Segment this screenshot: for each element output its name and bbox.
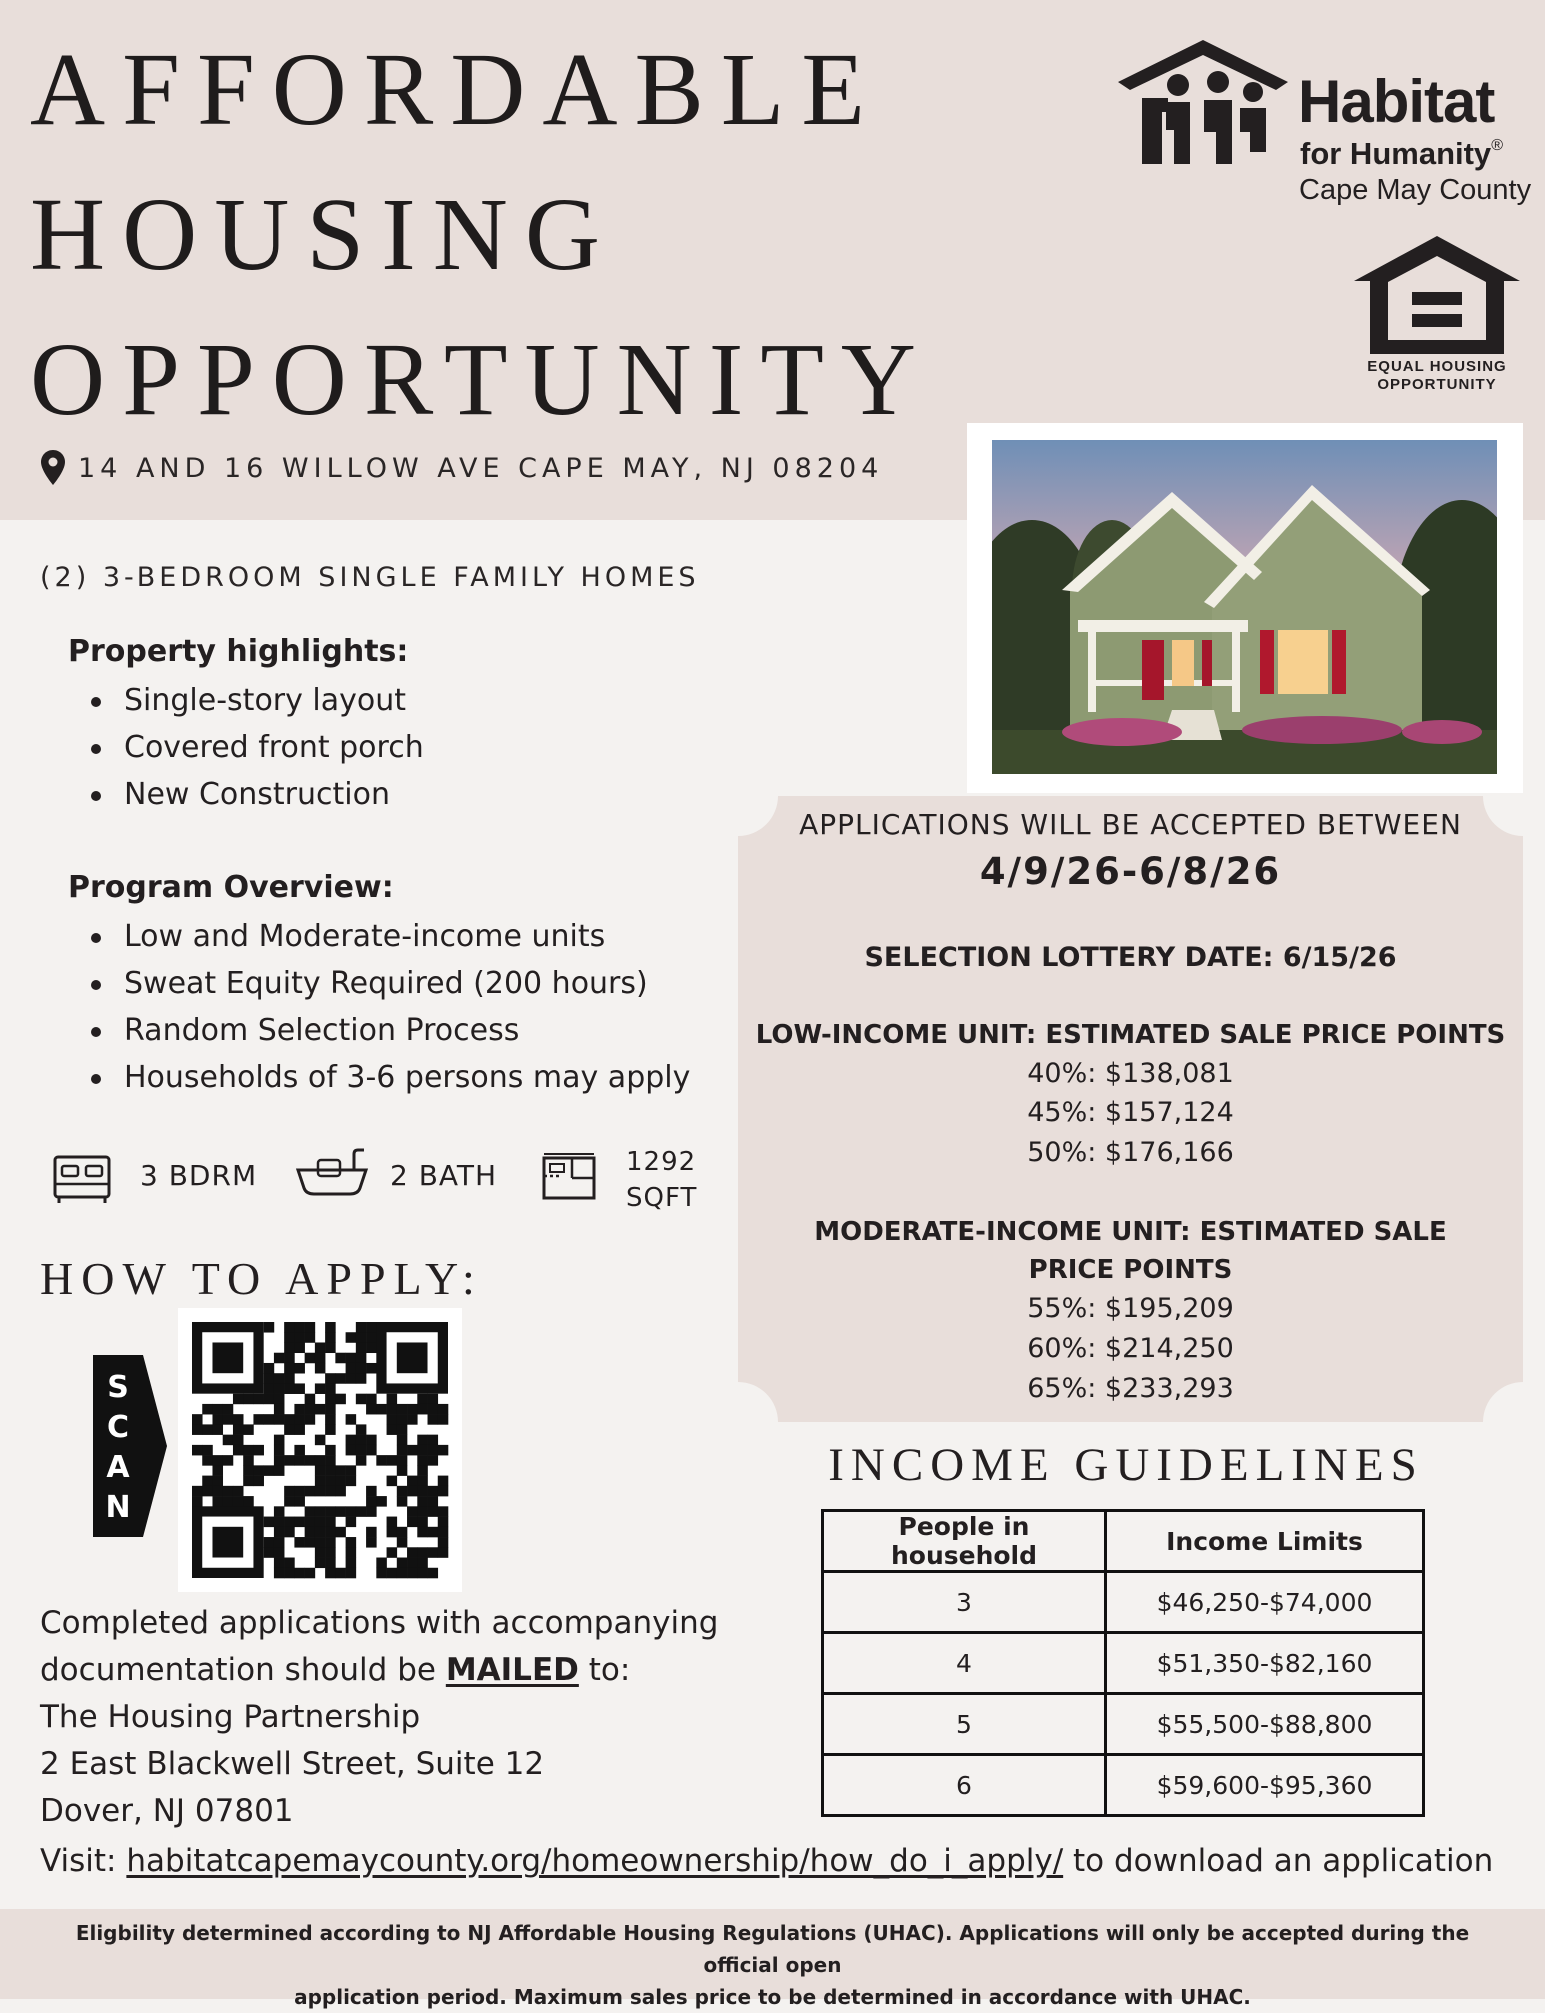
header-income: Income Limits <box>1106 1511 1424 1572</box>
mod-price-3: 65%: $233,293 <box>1027 1373 1234 1404</box>
table-row <box>823 1755 1424 1816</box>
logo-for-humanity-text: for Humanity® <box>1300 136 1503 171</box>
floor-plan-icon <box>542 1152 598 1202</box>
qr-code[interactable] <box>178 1308 462 1592</box>
equal-housing-text: EQUAL HOUSING OPPORTUNITY <box>1367 358 1507 393</box>
list-item: Low and Moderate-income units <box>68 913 690 960</box>
cell-income: $46,250-$74,000 <box>1106 1572 1424 1633</box>
bedrooms-label: 3 BDRM <box>140 1159 258 1192</box>
cell-people: 4 <box>823 1633 1106 1694</box>
low-price-1: 40%: $138,081 <box>1027 1058 1234 1089</box>
mailing-city: Dover, NJ 07801 <box>40 1793 294 1829</box>
income-table <box>821 1509 1425 1817</box>
list-item: Random Selection Process <box>68 1007 690 1054</box>
homes-subheading: (2) 3-BEDROOM SINGLE FAMILY HOMES <box>40 562 700 593</box>
moderate-income-heading-1: MODERATE-INCOME UNIT: ESTIMATED SALE <box>814 1217 1447 1247</box>
table-row <box>823 1633 1424 1694</box>
visit-line: Visit: habitatcapemaycounty.org/homeownership/how_do_i_apply/ to download an application <box>40 1843 1494 1879</box>
scan-label: S C A N <box>105 1370 131 1525</box>
cell-income: $51,350-$82,160 <box>1106 1633 1424 1694</box>
mailing-instructions: Completed applications with accompanying documentation should be MAILED to: The Housing Partnership 2 East Blackwell Street, Suite 12 Dover, NJ 07801 <box>40 1600 718 1835</box>
bed-icon <box>52 1154 112 1204</box>
logo-county-text: Cape May County <box>1299 174 1532 206</box>
low-price-2: 45%: $157,124 <box>1027 1097 1234 1128</box>
program-heading: Program Overview: <box>68 870 394 905</box>
mailing-org: The Housing Partnership <box>40 1699 421 1735</box>
bathtub-icon <box>294 1148 370 1198</box>
list-item: Sweat Equity Required (200 hours) <box>68 960 690 1007</box>
habitat-house-logo-icon <box>1118 40 1288 170</box>
list-item: New Construction <box>68 771 424 818</box>
equal-housing-icon <box>1354 236 1520 354</box>
title-line-2: HOUSING <box>30 177 617 292</box>
list-item: Households of 3-6 persons may apply <box>68 1054 690 1101</box>
title-line-1: AFFORDABLE <box>30 32 882 147</box>
income-guidelines-heading: INCOME GUIDELINES <box>828 1439 1424 1491</box>
address-row <box>40 449 883 487</box>
house-photo <box>992 440 1497 774</box>
application-dates: 4/9/26-6/8/26 <box>979 850 1282 893</box>
table-header-row <box>823 1511 1424 1572</box>
table-row <box>823 1694 1424 1755</box>
cell-income: $59,600-$95,360 <box>1106 1755 1424 1816</box>
cell-people: 6 <box>823 1755 1106 1816</box>
sqft-label: 1292 SQFT <box>626 1147 698 1213</box>
table-row <box>823 1572 1424 1633</box>
logo-habitat-text: Habitat <box>1298 68 1495 135</box>
low-price-3: 50%: $176,166 <box>1027 1137 1234 1168</box>
how-to-apply-heading: HOW TO APPLY: <box>40 1253 483 1304</box>
mailing-street: 2 East Blackwell Street, Suite 12 <box>40 1746 545 1782</box>
header-people: People in household <box>823 1511 1106 1572</box>
qr-code-graphic <box>178 1308 462 1592</box>
mailed-emphasis: MAILED <box>445 1652 579 1688</box>
application-link[interactable]: habitatcapemaycounty.org/homeownership/how_do_i_apply/ <box>126 1843 1064 1879</box>
highlights-list <box>68 677 424 818</box>
list-item: Single-story layout <box>68 677 424 724</box>
baths-label: 2 BATH <box>390 1159 498 1192</box>
mod-price-2: 60%: $214,250 <box>1027 1333 1234 1364</box>
address-text: 14 AND 16 WILLOW AVE CAPE MAY, NJ 08204 <box>78 452 884 484</box>
cell-income: $55,500-$88,800 <box>1106 1694 1424 1755</box>
eligibility-note: Eligbility determined according to NJ Affordable Housing Regulations (UHAC). Applications will only be accepted during the official open application period. Maximum sales price to be determined in accordance with UHAC. <box>75 1921 1470 2009</box>
map-pin-icon <box>40 449 66 487</box>
applications-intro: APPLICATIONS WILL BE ACCEPTED BETWEEN <box>799 808 1462 841</box>
lottery-date: SELECTION LOTTERY DATE: 6/15/26 <box>864 942 1397 973</box>
list-item: Covered front porch <box>68 724 424 771</box>
cell-people: 3 <box>823 1572 1106 1633</box>
program-list <box>68 913 690 1101</box>
title-line-3: OPPORTUNITY <box>30 322 934 437</box>
cell-people: 5 <box>823 1694 1106 1755</box>
moderate-income-heading-2: PRICE POINTS <box>1028 1255 1233 1285</box>
low-income-heading: LOW-INCOME UNIT: ESTIMATED SALE PRICE POINTS <box>755 1020 1506 1050</box>
highlights-heading: Property highlights: <box>68 634 409 669</box>
mod-price-1: 55%: $195,209 <box>1027 1293 1234 1324</box>
